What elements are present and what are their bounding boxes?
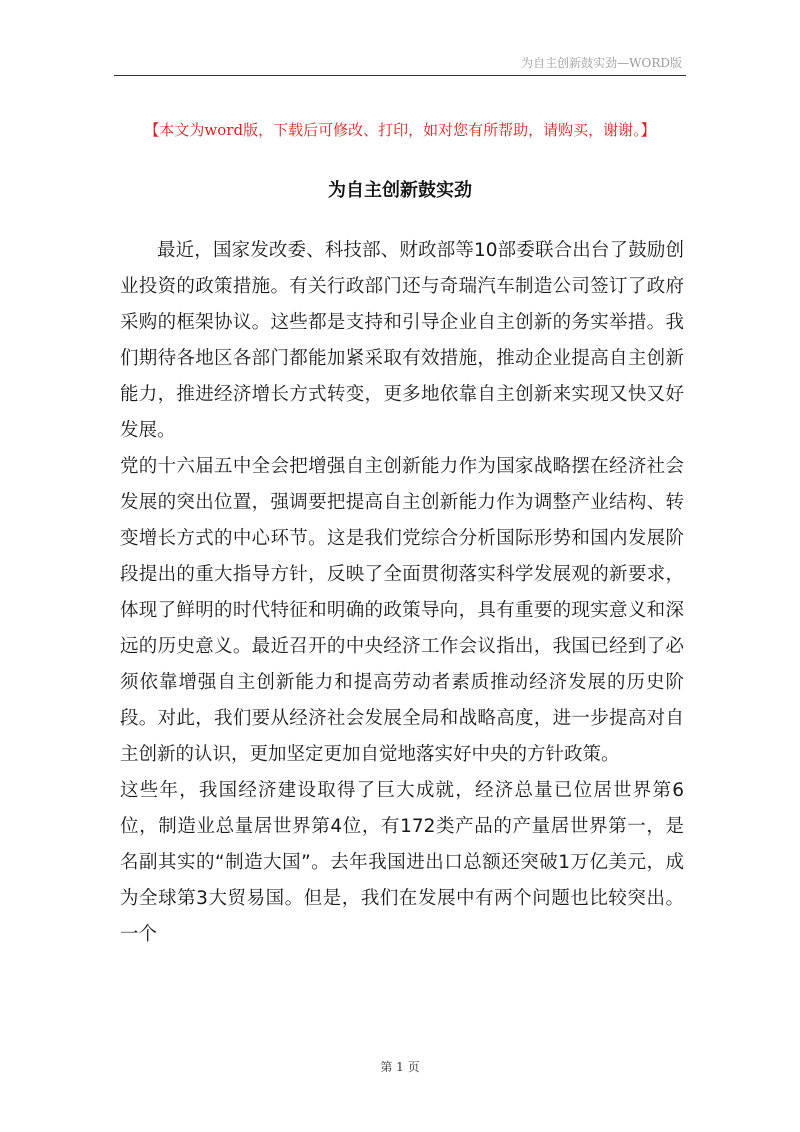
page-number: 第 1 页: [380, 1060, 420, 1074]
header-divider: [114, 75, 686, 76]
document-title: 为自主创新鼓实劲: [328, 180, 472, 201]
body-paragraph-2: 党的十六届五中全会把增强自主创新能力作为国家战略摆在经济社会发展的突出位置，强调要把提高自主创新能力作为调整产业结构、转变增长方式的中心环节。这是我们党综合分析国际形势和国内发展阶段提出的重大指导方针，反映了全面贯彻落实科学发展观的新要求，体现了鲜明的时代特征和明确的政策导向，具有重要的现实意义和深远的历史意义。最近召开的中央经济工作会议指出，我国已经到了必须依靠增强自主创新能力和提高劳动者素质推动经济发展的历史阶段。对此，我们要从经济社会发展全局和战略高度，进一步提高对自主创新的认识，更加坚定更加自觉地落实好中央的方针政策。: [120, 456, 684, 765]
document-body: [120, 233, 684, 953]
body-paragraph-1: 最近，国家发改委、科技部、财政部等10部委联合出台了鼓励创业投资的政策措施。有关行政部门还与奇瑞汽车制造公司签订了政府采购的框架协议。这些都是支持和引导企业自主创新的务实举措。我们期待各地区各部门都能加紧采取有效措施，推动企业提高自主创新能力，推进经济增长方式转变，更多地依靠自主创新来实现又快又好发展。: [120, 240, 684, 441]
purchase-notice: 【本文为word版，下载后可修改、打印，如对您有所帮助，请购买，谢谢。】: [144, 121, 656, 139]
running-header: 为自主创新鼓实劲—WORD版: [521, 56, 682, 70]
body-paragraph-3: 这些年，我国经济建设取得了巨大成就，经济总量已位居世界第6位，制造业总量居世界第4位，有172类产品的产量居世界第一，是名副其实的“制造大国”。去年我国进出口总额还突破1万亿美元，成为全球第3大贸易国。但是，我们在发展中有两个问题也比较突出。一个: [120, 780, 684, 945]
